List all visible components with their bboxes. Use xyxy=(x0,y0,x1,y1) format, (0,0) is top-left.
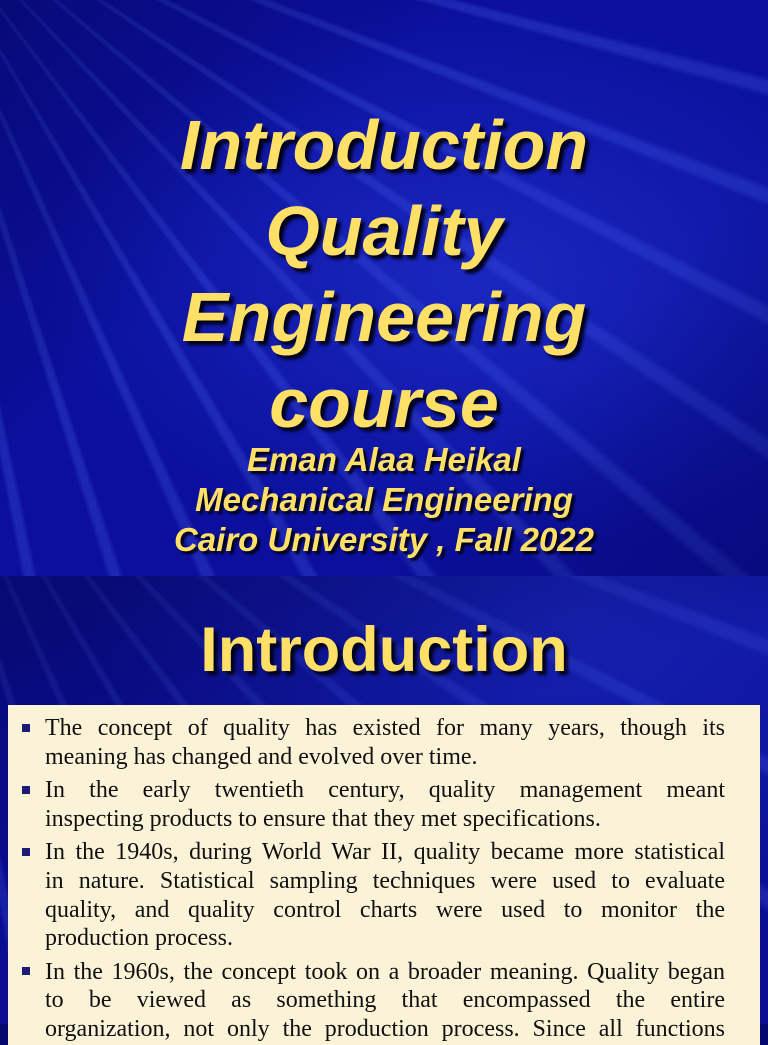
bullet-line: production process. xyxy=(45,925,233,952)
university-term: Cairo University , Fall 2022 xyxy=(173,521,595,558)
bullet-line: quality, and quality control charts were used to monitor the xyxy=(45,896,725,923)
slide-title: Introduction xyxy=(200,615,568,685)
square-bullet-icon xyxy=(22,724,30,732)
square-bullet-icon xyxy=(22,786,30,794)
title-line: Quality xyxy=(265,192,503,270)
bullet-line: in nature. Statistical sampling techniques were used to evaluate xyxy=(45,867,725,894)
bullet-line: meaning has changed and evolved over time. xyxy=(45,743,478,770)
bullet-item xyxy=(8,838,760,952)
title-line: course xyxy=(269,364,499,442)
bullet-item xyxy=(8,958,760,1044)
square-bullet-icon xyxy=(22,848,30,856)
department: Mechanical Engineering xyxy=(195,481,573,518)
content-box xyxy=(8,705,760,1045)
square-bullet-icon xyxy=(22,967,30,975)
bullet-line: The concept of quality has existed for many years, though its xyxy=(45,715,725,741)
title-line: Introduction xyxy=(179,106,589,184)
slide-title xyxy=(0,102,768,446)
bullet-line: In the early twentieth century, quality management meant xyxy=(45,777,725,804)
bullet-line: In the 1960s, the concept took on a broader meaning. Quality began xyxy=(45,958,725,985)
bullet-item xyxy=(8,714,760,771)
title-line: Engineering xyxy=(181,278,587,356)
bullet-list xyxy=(8,714,760,1044)
author-name: Eman Alaa Heikal xyxy=(247,441,521,478)
bullet-line: to be viewed as something that encompassed the entire xyxy=(45,987,725,1014)
bullet-line: In the 1940s, during World War II, quality became more statistical xyxy=(45,839,725,866)
bullet-item xyxy=(8,776,760,833)
slide-subtitle xyxy=(0,440,768,560)
bullet-line: inspecting products to ensure that they met specifications. xyxy=(45,805,601,832)
introduction-slide xyxy=(0,576,768,1042)
bullet-line: organization, not only the production process. Since all functions xyxy=(45,1015,725,1042)
